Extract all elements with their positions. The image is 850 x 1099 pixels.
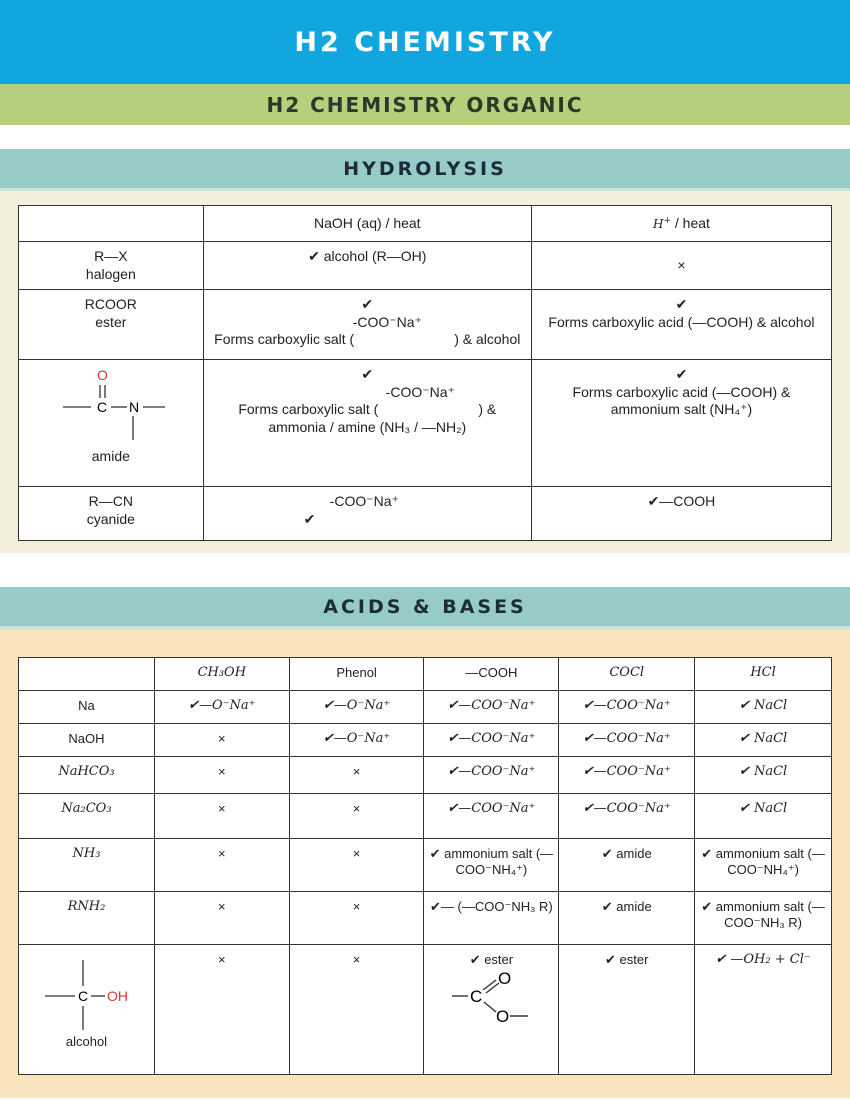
table-cell: ✔— (—COO⁻NH₃ R) (424, 892, 559, 945)
table-cell: ✔ amide (559, 892, 695, 945)
table-cell: ✔—COOH (531, 487, 831, 541)
table-row (19, 945, 832, 1075)
atom-label: O (496, 1007, 510, 1025)
table-cell: ✔—COO⁻Na⁺ (424, 794, 559, 839)
table-cell: ✔ ammonium salt (—COO⁻NH₄⁺) (695, 839, 832, 892)
text-pre: Forms carboxylic salt ( (238, 401, 379, 417)
table-cell: × (154, 892, 289, 945)
atom-label: OH (107, 988, 129, 1004)
table-cell: ✔—COO⁻Na⁺ (559, 794, 695, 839)
title-banner (0, 0, 850, 84)
reaction-text-line2: ammonia / amine (NH₃ / —NH₂) (268, 418, 467, 435)
amide-structure-icon (51, 366, 171, 448)
alcohol-structure-icon (31, 952, 141, 1034)
table-row (19, 242, 832, 290)
table-cell: ✔—COO⁻Na⁺ (424, 757, 559, 794)
cell-text: ✔ ester (469, 952, 514, 967)
ion-formula: -COO⁻Na⁺ (385, 383, 455, 400)
row-label: Na₂CO₃ (19, 794, 155, 839)
spacer (0, 553, 850, 587)
table-cell: × (289, 945, 424, 1075)
table-row (19, 892, 832, 945)
table-cell: ✔ NaCl (695, 724, 832, 757)
table-cell: × (154, 724, 289, 757)
row-label (19, 242, 204, 290)
table-cell: × (154, 839, 289, 892)
table-row (19, 290, 832, 360)
table-cell: ✔—O⁻Na⁺ (289, 724, 424, 757)
atom-label: O (498, 969, 512, 989)
compound-class: alcohol (65, 1034, 108, 1049)
column-header: Phenol (289, 658, 424, 691)
hydrolysis-table (18, 205, 832, 541)
compound-class: ester (95, 313, 127, 330)
acids-bases-table (18, 657, 832, 1075)
table-row (19, 691, 832, 724)
subtitle-banner (0, 84, 850, 125)
table-row (19, 839, 832, 892)
table-row (19, 487, 832, 541)
table-cell: × (154, 757, 289, 794)
acids-bases-header (0, 587, 850, 629)
ion-formula: -COO⁻Na⁺ (329, 493, 399, 509)
atom-label: O (96, 367, 108, 383)
compound-name: RCOOR (84, 296, 137, 312)
text-post: ) & (478, 401, 497, 417)
table-cell: ✔—COO⁻Na⁺ (424, 724, 559, 757)
column-header: NaOH (aq) / heat (203, 206, 531, 242)
column-header: CH₃OH (154, 658, 289, 691)
table-row (19, 794, 832, 839)
table-cell: ✔—COO⁻Na⁺ (424, 691, 559, 724)
table-cell: ✔ ammonium salt (—COO⁻NH₃ R) (695, 892, 832, 945)
table-cell: × (289, 794, 424, 839)
table-cell: ✔—O⁻Na⁺ (154, 691, 289, 724)
table-cell (203, 290, 531, 360)
table-cell: ✔ NaCl (695, 691, 832, 724)
compound-class: halogen (85, 265, 136, 282)
row-label: NaOH (19, 724, 155, 757)
row-label (19, 360, 204, 487)
row-label: NaHCO₃ (19, 757, 155, 794)
table-cell (19, 206, 204, 242)
atom-label: C (78, 988, 89, 1004)
text-post: ) & alcohol (454, 331, 521, 347)
table-cell: × (154, 945, 289, 1075)
check-mark: ✔ (361, 366, 374, 382)
reaction-text: Forms carboxylic acid (—COOH) & alcohol (548, 313, 815, 330)
table-cell: ✔ NaCl (695, 757, 832, 794)
reaction-text: Forms carboxylic acid (—COOH) & (572, 383, 791, 400)
table-cell: ✔ ammonium salt (—COO⁻NH₄⁺) (424, 839, 559, 892)
reaction-text-line2: ammonium salt (NH₄⁺) (610, 401, 753, 417)
row-label (19, 487, 204, 541)
table-cell (203, 360, 531, 487)
reaction-text (208, 401, 527, 419)
column-header: H+ / heat (531, 206, 831, 242)
table-cell: ✔ NaCl (695, 794, 832, 839)
compound-name: R—X (94, 248, 128, 264)
table-cell: × (154, 794, 289, 839)
acids-bases-panel (0, 629, 850, 1097)
table-cell: ✔—COO⁻Na⁺ (559, 724, 695, 757)
table-cell (203, 487, 531, 541)
hydrolysis-title: HYDROLYSIS (343, 157, 507, 180)
table-cell: ✔ amide (559, 839, 695, 892)
row-label: RNH₂ (19, 892, 155, 945)
row-label (19, 290, 204, 360)
atom-label: C (96, 399, 107, 415)
check-mark: ✔ (675, 366, 688, 382)
table-row (19, 360, 832, 487)
page-title: H2 CHEMISTRY (294, 26, 556, 58)
table-cell: × (289, 757, 424, 794)
table-cell: ✔—COO⁻Na⁺ (559, 691, 695, 724)
check-mark: ✔ (303, 510, 316, 527)
table-cell: ✔ —OH₂ + Cl⁻ (695, 945, 832, 1075)
table-cell: × (289, 839, 424, 892)
table-cell: ✔ alcohol (R—OH) (203, 242, 531, 290)
table-cell: × (289, 892, 424, 945)
column-header: —COOH (424, 658, 559, 691)
check-mark: ✔ (675, 296, 688, 312)
acids-bases-title: ACIDS & BASES (323, 595, 527, 618)
page-subtitle: H2 CHEMISTRY ORGANIC (266, 92, 584, 117)
column-header: HCl (695, 658, 832, 691)
compound-name: R—CN (88, 493, 133, 509)
table-cell (531, 290, 831, 360)
text-pre: Forms carboxylic salt ( (214, 331, 355, 347)
ester-structure-icon (446, 968, 536, 1024)
table-cell: ✔—O⁻Na⁺ (289, 691, 424, 724)
table-cell (531, 360, 831, 487)
table-cell (424, 945, 559, 1075)
table-row (19, 724, 832, 757)
reaction-text (208, 331, 527, 349)
atom-label: C (470, 987, 483, 1007)
compound-class: cyanide (86, 510, 135, 527)
check-mark: ✔ (361, 296, 374, 312)
compound-class: amide (91, 448, 130, 464)
spacer (0, 125, 850, 149)
hydrolysis-header (0, 149, 850, 191)
hydrolysis-panel (0, 191, 850, 553)
table-header-row (19, 206, 832, 242)
table-cell: × (531, 242, 831, 290)
table-header-row (19, 658, 832, 691)
row-label: NH₃ (19, 839, 155, 892)
atom-label: N (128, 399, 139, 415)
table-cell (19, 658, 155, 691)
table-cell: ✔—COO⁻Na⁺ (559, 757, 695, 794)
ion-formula: -COO⁻Na⁺ (352, 313, 422, 330)
table-cell: ✔ ester (559, 945, 695, 1075)
row-label: Na (19, 691, 155, 724)
row-label (19, 945, 155, 1075)
column-header: COCl (559, 658, 695, 691)
table-row (19, 757, 832, 794)
